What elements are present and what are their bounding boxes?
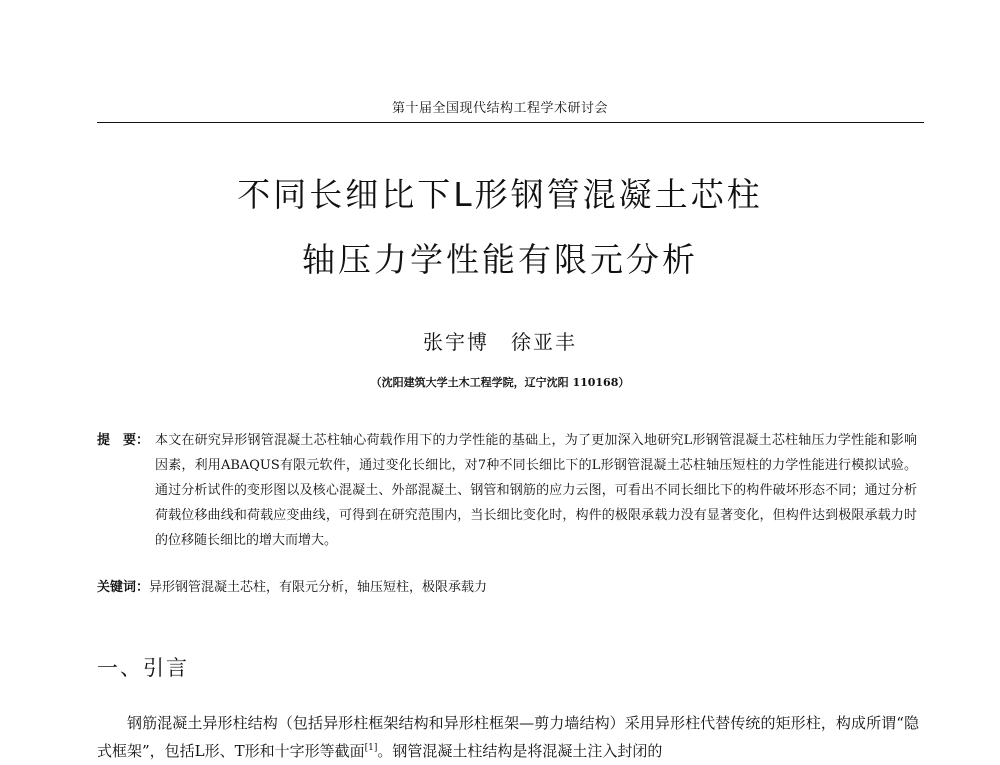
paper-title-line-2: 轴压力学性能有限元分析: [302, 240, 698, 279]
keywords: [97, 576, 917, 595]
header-divider: [97, 122, 924, 123]
citation-ref: [1]: [364, 743, 378, 753]
abstract: [97, 428, 917, 553]
running-header: 第十届全国现代结构工程学术研讨会: [391, 101, 608, 116]
keywords-text: 异形钢管混凝土芯柱，有限元分析，轴压短柱，极限承载力: [149, 580, 488, 595]
author-1: 张宇博: [423, 330, 489, 354]
paper-title-line-1: 不同长细比下L形钢管混凝土芯柱: [237, 175, 763, 214]
introduction-paragraph: [97, 709, 919, 765]
section-heading-introduction: 一、引言: [97, 656, 189, 680]
abstract-label: 提 要：: [97, 433, 150, 448]
intro-text-part-1: 钢筋混凝土异形柱结构（包括异形柱框架结构和异形柱框架—剪力墙结构）采用异形柱代替传统的矩形柱，构成所谓“隐式框架”，包括L形、T形和十字形等截面: [97, 714, 919, 760]
keywords-label: 关键词：: [97, 580, 150, 595]
abstract-text: 本文在研究异形钢管混凝土芯柱轴心荷载作用下的力学性能的基础上，为了更加深入地研究L形钢管混凝土芯柱轴压力学性能和影响因素，利用ABAQUS有限元软件，通过变化长细比，对7种不同长细比下的L形钢管混凝土芯柱轴压短柱的力学性能进行模拟试验。通过分析试件的变形图以及核心混凝土、外部混凝土、钢管和钢筋的应力云图，可看出不同长细比下的构件破坏形态不同；通过分析荷载位移曲线和荷载应变曲线，可得到在研究范围内，当长细比变化时，构件的极限承载力没有显著变化，但构件达到极限承载力时的位移随长细比的增大而增大。: [155, 433, 917, 548]
affiliation: （沈阳建筑大学土木工程学院，辽宁沈阳 110168）: [370, 376, 630, 389]
intro-text-part-2: 。钢管混凝土柱结构是将混凝土注入封闭的: [377, 742, 663, 760]
author-2: 徐亚丰: [511, 330, 577, 354]
authors: [0, 326, 1000, 355]
